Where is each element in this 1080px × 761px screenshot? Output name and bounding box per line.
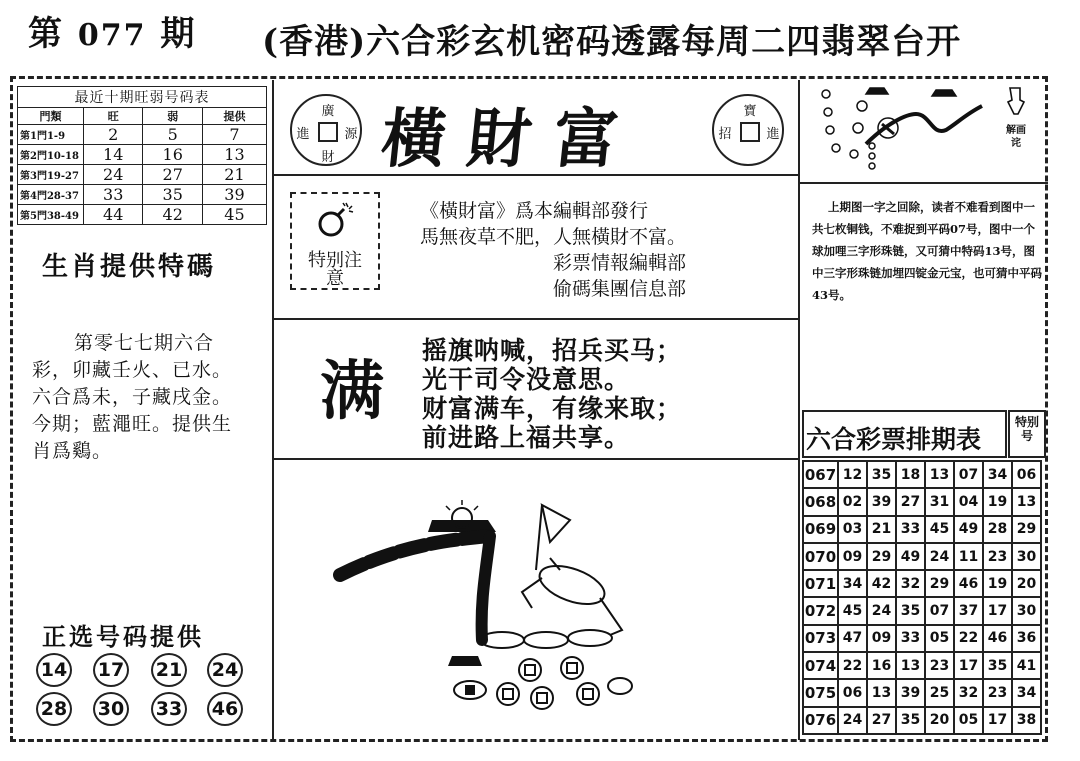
table-row bbox=[18, 165, 267, 185]
number-cell: 32 bbox=[954, 679, 983, 706]
issue-prefix: 第 bbox=[28, 14, 64, 54]
number-cell: 13 bbox=[925, 461, 954, 488]
page-title: (香港)六合彩玄机密码透露每周二四翡翠台开 bbox=[262, 22, 962, 62]
issue-number: 077 bbox=[77, 18, 147, 53]
number-cell: 17 bbox=[954, 652, 983, 679]
number-cell: 46 bbox=[954, 570, 983, 597]
special-cell: 30 bbox=[1012, 543, 1041, 570]
table-row bbox=[803, 679, 1041, 706]
number-cell: 24 bbox=[925, 543, 954, 570]
puzzle-label: 解画诧 bbox=[1006, 125, 1026, 149]
number-cell: 11 bbox=[954, 543, 983, 570]
number-cell: 33 bbox=[896, 516, 925, 543]
number-cell: 19 bbox=[983, 488, 1012, 515]
table-row bbox=[18, 145, 267, 165]
table-row bbox=[803, 461, 1041, 488]
pick-ball: 21 bbox=[151, 653, 187, 687]
coin-char: 招 bbox=[718, 127, 732, 142]
number-cell: 33 bbox=[896, 625, 925, 652]
table-row bbox=[803, 516, 1041, 543]
zodiac-text: 第零七七期六合彩，卯藏壬火、已水。六合爲未，子藏戌金。今期；藍澠旺。提供生肖爲鷄。 bbox=[32, 332, 233, 462]
special-number-label: 特别号 bbox=[1008, 410, 1046, 458]
column-header: 門類 bbox=[18, 108, 84, 125]
special-cell: 34 bbox=[1012, 679, 1041, 706]
number-cell: 23 bbox=[983, 543, 1012, 570]
bead-chain-icon bbox=[480, 630, 612, 648]
notice-divider bbox=[272, 318, 798, 320]
table-row bbox=[803, 570, 1041, 597]
bomb-icon bbox=[313, 200, 357, 240]
number-cell: 05 bbox=[925, 625, 954, 652]
schedule-table bbox=[802, 460, 1042, 735]
number-cell: 35 bbox=[896, 707, 925, 734]
number-cell: 35 bbox=[867, 461, 896, 488]
poem-line: 前进路上福共享。 bbox=[422, 423, 631, 452]
special-cell: 13 bbox=[1012, 488, 1041, 515]
poem-line: 摇旗呐喊，招兵买马； bbox=[422, 336, 683, 365]
period-cell: 第2門10-18 bbox=[18, 145, 84, 165]
notice-line: 馬無夜草不肥，人無橫財不富。 bbox=[420, 226, 687, 248]
strong-cell: 24 bbox=[84, 165, 143, 185]
number-cell: 17 bbox=[983, 597, 1012, 624]
number-cell: 34 bbox=[838, 570, 867, 597]
coin-char: 進 bbox=[766, 127, 780, 142]
number-cell: 13 bbox=[896, 652, 925, 679]
number-cell: 18 bbox=[896, 461, 925, 488]
poem-line: 光干司令没意思。 bbox=[422, 365, 631, 394]
number-cell: 42 bbox=[867, 570, 896, 597]
notice-signature: 偷碼集團信息部 bbox=[553, 278, 687, 300]
number-cell: 23 bbox=[983, 679, 1012, 706]
notice-label: 特别注意 bbox=[308, 250, 362, 289]
provide-cell: 45 bbox=[202, 205, 266, 225]
number-cell: 49 bbox=[896, 543, 925, 570]
number-cell: 09 bbox=[867, 625, 896, 652]
number-cell: 32 bbox=[896, 570, 925, 597]
table-row bbox=[803, 543, 1041, 570]
schedule-title: 六合彩票排期表 bbox=[806, 425, 982, 454]
notice-line: 《橫財富》爲本編輯部發行 bbox=[420, 200, 649, 222]
notice-description bbox=[420, 198, 686, 302]
number-cell: 03 bbox=[838, 516, 867, 543]
poem-text bbox=[422, 336, 682, 452]
special-cell: 38 bbox=[1012, 707, 1041, 734]
number-cell: 29 bbox=[867, 543, 896, 570]
coin-hole bbox=[740, 122, 760, 142]
poem-line: 财富满车，有缘来取； bbox=[422, 394, 683, 423]
coin-char: 源 bbox=[344, 127, 358, 142]
period-cell: 069 bbox=[803, 516, 838, 543]
pick-ball: 24 bbox=[207, 653, 243, 687]
pick-ball: 33 bbox=[151, 692, 187, 726]
number-cell: 47 bbox=[838, 625, 867, 652]
number-cell: 28 bbox=[983, 516, 1012, 543]
issue-suffix: 期 bbox=[160, 14, 197, 54]
pick-ball: 14 bbox=[36, 653, 72, 687]
number-cell: 46 bbox=[983, 625, 1012, 652]
special-cell: 41 bbox=[1012, 652, 1041, 679]
period-cell: 第1門1-9 bbox=[18, 125, 84, 145]
zodiac-title: 生肖提供特碼 bbox=[42, 252, 217, 282]
table-row bbox=[18, 185, 267, 205]
number-cell: 07 bbox=[925, 597, 954, 624]
weak-cell: 16 bbox=[143, 145, 202, 165]
number-cell: 29 bbox=[925, 570, 954, 597]
number-cell: 09 bbox=[838, 543, 867, 570]
number-cell: 24 bbox=[867, 597, 896, 624]
table-row bbox=[803, 597, 1041, 624]
special-cell: 36 bbox=[1012, 625, 1041, 652]
left-divider bbox=[272, 80, 274, 740]
strength-table bbox=[17, 86, 267, 225]
number-cell: 02 bbox=[838, 488, 867, 515]
ingot-icon bbox=[428, 500, 496, 532]
coin-char: 財 bbox=[321, 150, 335, 165]
period-cell: 072 bbox=[803, 597, 838, 624]
provide-cell: 7 bbox=[202, 125, 266, 145]
period-cell: 068 bbox=[803, 488, 838, 515]
number-cell: 24 bbox=[838, 707, 867, 734]
number-cell: 22 bbox=[838, 652, 867, 679]
weak-cell: 35 bbox=[143, 185, 202, 205]
number-cell: 27 bbox=[896, 488, 925, 515]
period-cell: 070 bbox=[803, 543, 838, 570]
number-cell: 12 bbox=[838, 461, 867, 488]
number-cell: 07 bbox=[954, 461, 983, 488]
number-cell: 05 bbox=[954, 707, 983, 734]
provide-cell: 39 bbox=[202, 185, 266, 205]
table-row bbox=[803, 625, 1041, 652]
weak-cell: 5 bbox=[143, 125, 202, 145]
number-cell: 31 bbox=[925, 488, 954, 515]
pick-ball: 30 bbox=[93, 692, 129, 726]
coin-char: 廣 bbox=[321, 104, 335, 119]
number-cell: 23 bbox=[925, 652, 954, 679]
pick-ball: 28 bbox=[36, 692, 72, 726]
weak-cell: 27 bbox=[143, 165, 202, 185]
number-cell: 04 bbox=[954, 488, 983, 515]
number-cell: 49 bbox=[954, 516, 983, 543]
riddle-illustration bbox=[310, 480, 640, 720]
number-cell: 35 bbox=[896, 597, 925, 624]
number-cell: 45 bbox=[838, 597, 867, 624]
number-cell: 22 bbox=[954, 625, 983, 652]
column-header: 旺 bbox=[84, 108, 143, 125]
strong-cell: 2 bbox=[84, 125, 143, 145]
special-cell: 29 bbox=[1012, 516, 1041, 543]
strong-cell: 33 bbox=[84, 185, 143, 205]
period-cell: 第3門19-27 bbox=[18, 165, 84, 185]
puzzle-text: 上期图一字之回除，读者不难看到图中一共七枚铜钱，不难捉到平码07号，图中一个球加哩三字形珠链，又可猜中特码13号，图中三字形珠链加埋四锭金元宝，也可猜中平码43号。 bbox=[812, 200, 1042, 302]
table-row bbox=[18, 205, 267, 225]
period-cell: 073 bbox=[803, 625, 838, 652]
number-cell: 16 bbox=[867, 652, 896, 679]
number-cell: 39 bbox=[896, 679, 925, 706]
special-cell: 06 bbox=[1012, 461, 1041, 488]
puzzle-illustration bbox=[806, 84, 986, 176]
weak-cell: 42 bbox=[143, 205, 202, 225]
number-cell: 21 bbox=[867, 516, 896, 543]
strong-cell: 14 bbox=[84, 145, 143, 165]
strength-table-caption: 最近十期旺弱号码表 bbox=[18, 87, 267, 108]
coin-right-icon bbox=[712, 94, 784, 166]
pointing-hand-icon bbox=[1006, 86, 1026, 118]
number-cell: 45 bbox=[925, 516, 954, 543]
number-cell: 35 bbox=[983, 652, 1012, 679]
picks-title: 正选号码提供 bbox=[42, 622, 204, 651]
coin-char: 進 bbox=[296, 127, 310, 142]
number-cell: 39 bbox=[867, 488, 896, 515]
coins-icon bbox=[497, 657, 599, 709]
table-row bbox=[803, 707, 1041, 734]
number-cell: 34 bbox=[983, 461, 1012, 488]
right-divider bbox=[798, 80, 800, 740]
pick-ball: 46 bbox=[207, 692, 243, 726]
poem-big-char: 满 bbox=[320, 355, 384, 429]
special-cell: 20 bbox=[1012, 570, 1041, 597]
number-cell: 27 bbox=[867, 707, 896, 734]
coin-hole bbox=[318, 122, 338, 142]
period-cell: 067 bbox=[803, 461, 838, 488]
pick-ball: 17 bbox=[93, 653, 129, 687]
coin-char: 寶 bbox=[743, 104, 757, 119]
number-cell: 37 bbox=[954, 597, 983, 624]
period-cell: 076 bbox=[803, 707, 838, 734]
table-row bbox=[18, 125, 267, 145]
issue-heading bbox=[28, 6, 196, 55]
provide-cell: 21 bbox=[202, 165, 266, 185]
column-header: 弱 bbox=[143, 108, 202, 125]
poem-divider bbox=[272, 458, 798, 460]
number-cell: 06 bbox=[838, 679, 867, 706]
period-cell: 第4門28-37 bbox=[18, 185, 84, 205]
table-row bbox=[803, 652, 1041, 679]
period-cell: 071 bbox=[803, 570, 838, 597]
notice-signature: 彩票情報編輯部 bbox=[553, 252, 687, 274]
column-header: 提供 bbox=[202, 108, 266, 125]
number-cell: 20 bbox=[925, 707, 954, 734]
special-cell: 30 bbox=[1012, 597, 1041, 624]
period-cell: 075 bbox=[803, 679, 838, 706]
provide-cell: 13 bbox=[202, 145, 266, 165]
period-cell: 第5門38-49 bbox=[18, 205, 84, 225]
strong-cell: 44 bbox=[84, 205, 143, 225]
number-cell: 19 bbox=[983, 570, 1012, 597]
number-cell: 17 bbox=[983, 707, 1012, 734]
table-row bbox=[803, 488, 1041, 515]
number-cell: 25 bbox=[925, 679, 954, 706]
brand-title: 橫財富 bbox=[377, 102, 644, 177]
period-cell: 074 bbox=[803, 652, 838, 679]
puzzle-divider bbox=[798, 182, 1048, 184]
strength-table-header bbox=[18, 108, 267, 125]
number-cell: 13 bbox=[867, 679, 896, 706]
coin-left-icon bbox=[290, 94, 362, 166]
